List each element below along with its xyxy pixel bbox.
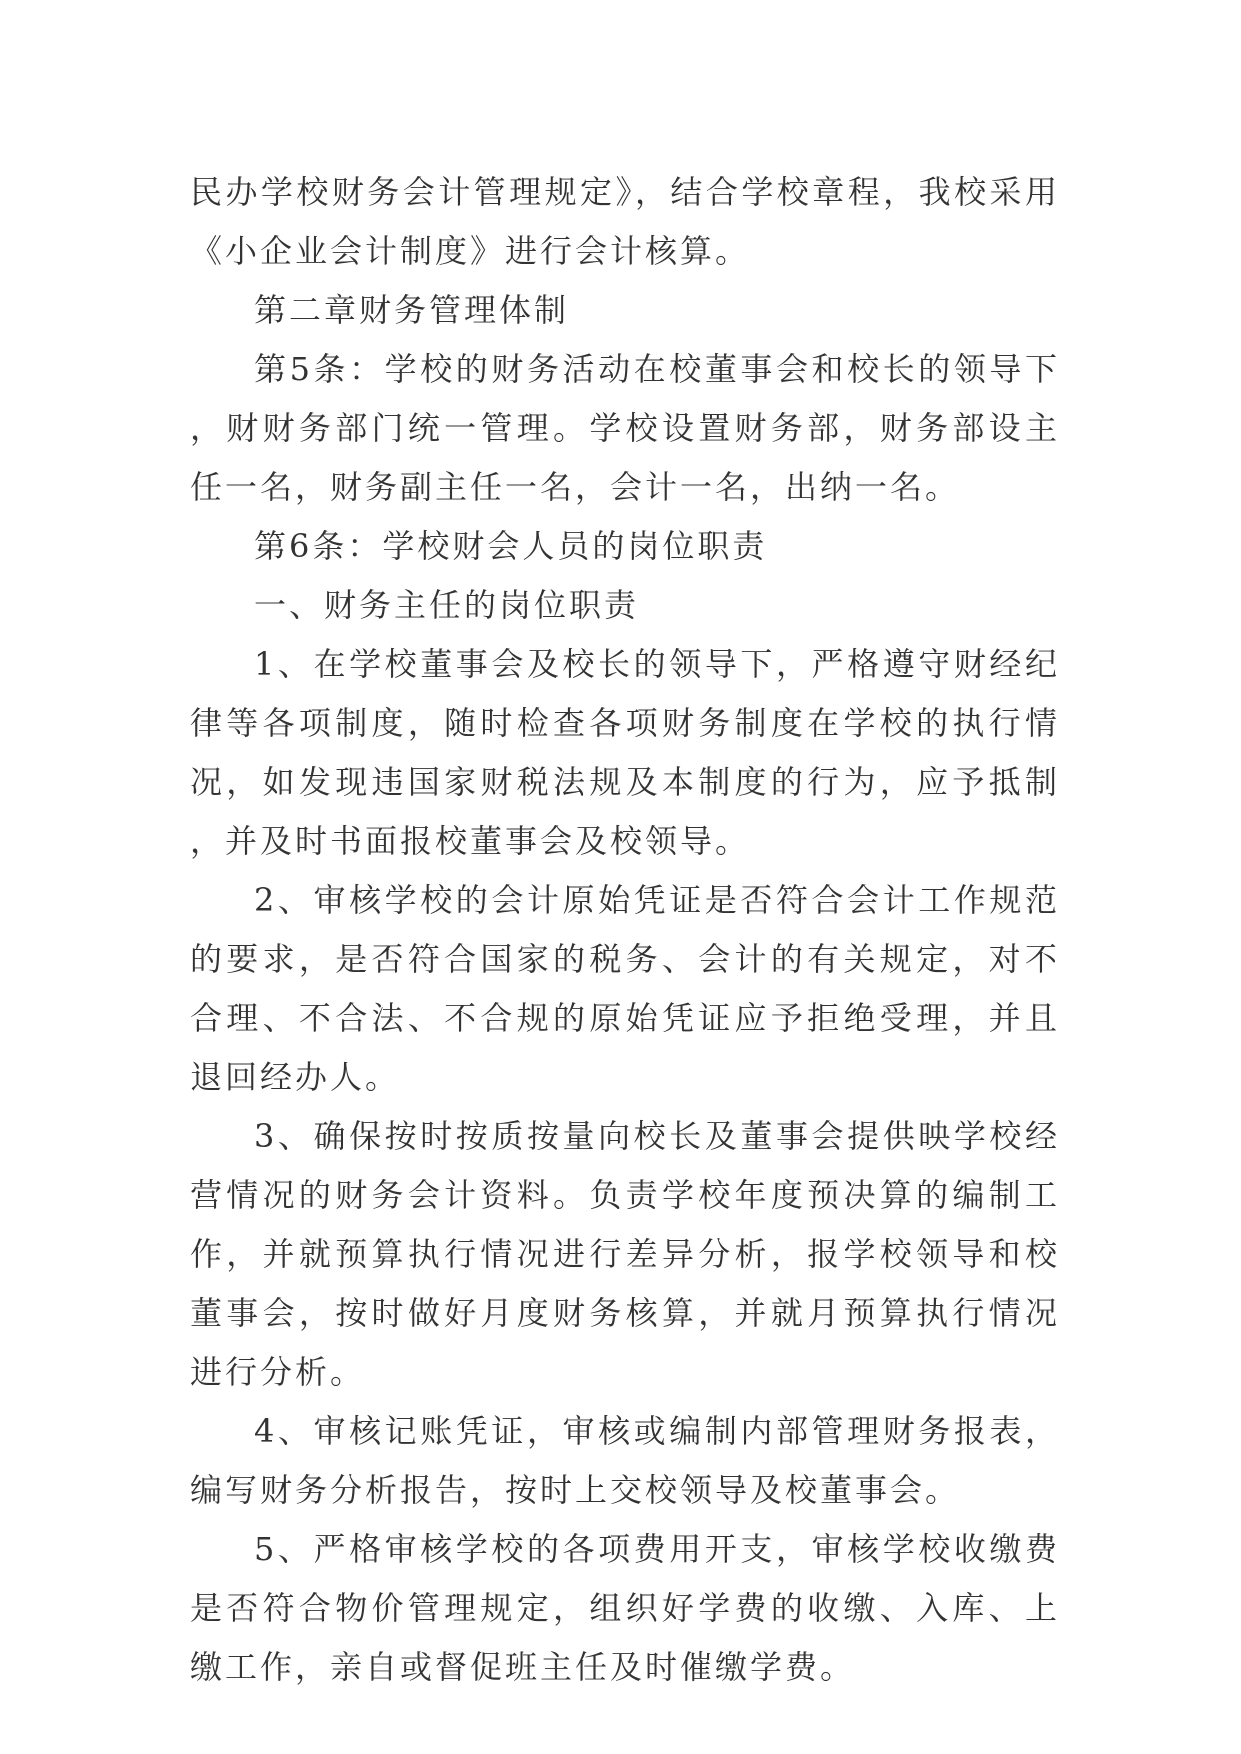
duty-item-1: 1、在学校董事会及校长的领导下，严格遵守财经纪律等各项制度，随时检查各项财务制度在学校的执行情况，如发现违国家财税法规及本制度的行为，应予抵制，并及时书面报校董事会及校领导。: [190, 645, 1060, 860]
section-heading-finance-director: 一、财务主任的岗位职责: [254, 586, 640, 624]
article-5: 第5条：学校的财务活动在校董事会和校长的领导下，财财务部门统一管理。学校设置财务部，财务部设主任一名，财务副主任一名，会计一名，出纳一名。: [190, 350, 1060, 506]
paragraph-continuation: 民办学校财务会计管理规定》，结合学校章程，我校采用《小企业会计制度》进行会计核算。: [190, 173, 1060, 270]
document-body: [190, 163, 1060, 1697]
duty-item-2: 2、审核学校的会计原始凭证是否符合会计工作规范的要求，是否符合国家的税务、会计的有关规定，对不合理、不合法、不合规的原始凭证应予拒绝受理，并且退回经办人。: [190, 881, 1060, 1096]
chapter-heading: 第二章财务管理体制: [254, 291, 570, 329]
duty-item-4: 4、审核记账凭证，审核或编制内部管理财务报表，编写财务分析报告，按时上交校领导及校董事会。: [190, 1412, 1060, 1509]
duty-item-3: 3、确保按时按质按量向校长及董事会提供映学校经营情况的财务会计资料。负责学校年度预决算的编制工作，并就预算执行情况进行差异分析，报学校领导和校董事会，按时做好月度财务核算，并就月预算执行情况进行分析。: [190, 1117, 1060, 1391]
article-6-heading: 第6条：学校财会人员的岗位职责: [254, 527, 768, 565]
duty-item-5: 5、严格审核学校的各项费用开支，审核学校收缴费是否符合物价管理规定，组织好学费的收缴、入库、上缴工作，亲自或督促班主任及时催缴学费。: [190, 1530, 1060, 1686]
